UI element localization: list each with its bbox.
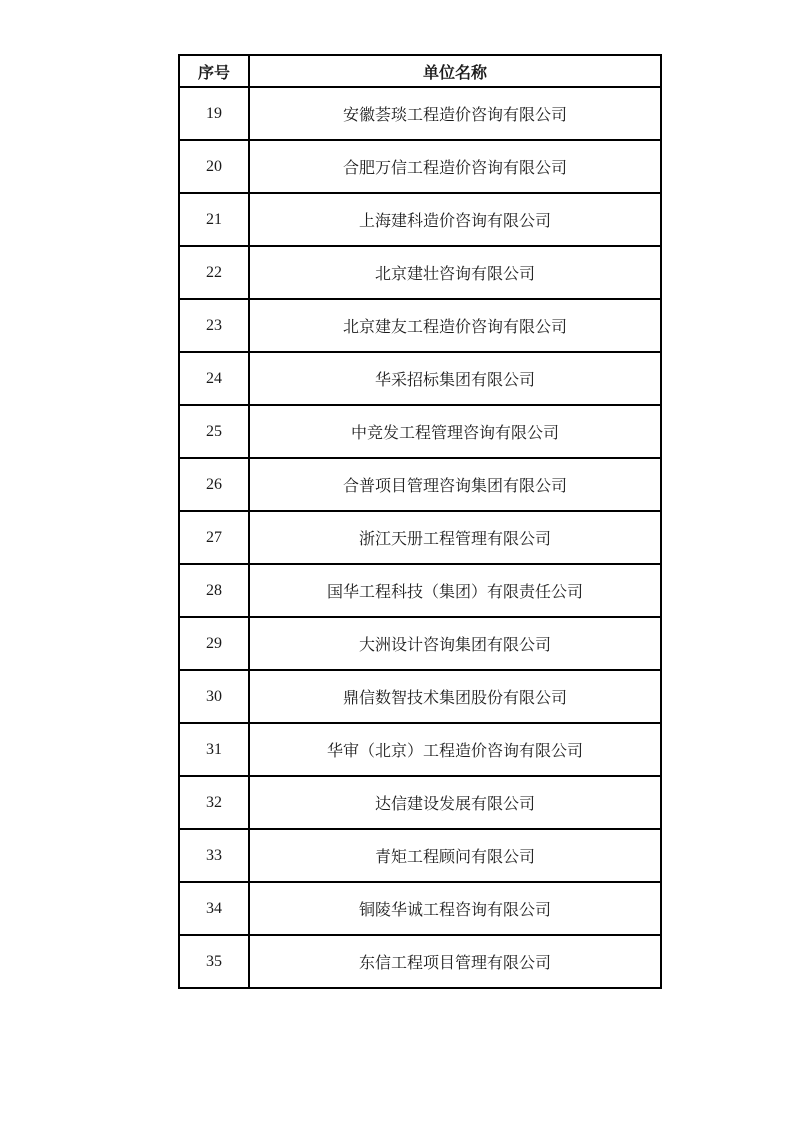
table-row: [179, 405, 661, 458]
table-row: [179, 935, 661, 988]
table-row: [179, 882, 661, 935]
table-row: [179, 193, 661, 246]
company-name-cell: 鼎信数智技术集团股份有限公司: [249, 670, 661, 723]
table-row: [179, 617, 661, 670]
company-name-cell: 国华工程科技（集团）有限责任公司: [249, 564, 661, 617]
company-name-cell: 浙江天册工程管理有限公司: [249, 511, 661, 564]
row-number-cell: 26: [179, 458, 249, 511]
row-number-cell: 32: [179, 776, 249, 829]
company-name-cell: 安徽荟琰工程造价咨询有限公司: [249, 87, 661, 140]
company-name-cell: 中竞发工程管理咨询有限公司: [249, 405, 661, 458]
company-name-cell: 东信工程项目管理有限公司: [249, 935, 661, 988]
table-row: [179, 829, 661, 882]
row-number-cell: 22: [179, 246, 249, 299]
table-row: [179, 246, 661, 299]
header-unit-name: 单位名称: [249, 55, 661, 87]
row-number-cell: 19: [179, 87, 249, 140]
row-number-cell: 35: [179, 935, 249, 988]
header-serial-number: 序号: [179, 55, 249, 87]
row-number-cell: 24: [179, 352, 249, 405]
company-name-cell: 大洲设计咨询集团有限公司: [249, 617, 661, 670]
row-number-cell: 31: [179, 723, 249, 776]
row-number-cell: 27: [179, 511, 249, 564]
table-row: [179, 299, 661, 352]
row-number-cell: 23: [179, 299, 249, 352]
table-row: [179, 352, 661, 405]
row-number-cell: 30: [179, 670, 249, 723]
table-row: [179, 564, 661, 617]
table-row: [179, 140, 661, 193]
company-name-cell: 华审（北京）工程造价咨询有限公司: [249, 723, 661, 776]
row-number-cell: 20: [179, 140, 249, 193]
company-table: [178, 54, 662, 989]
row-number-cell: 28: [179, 564, 249, 617]
table-row: [179, 723, 661, 776]
table-row: [179, 776, 661, 829]
table-row: [179, 511, 661, 564]
table-row: [179, 87, 661, 140]
table-header-row: [179, 55, 661, 87]
row-number-cell: 33: [179, 829, 249, 882]
table-row: [179, 458, 661, 511]
row-number-cell: 29: [179, 617, 249, 670]
row-number-cell: 34: [179, 882, 249, 935]
row-number-cell: 25: [179, 405, 249, 458]
company-name-cell: 铜陵华诚工程咨询有限公司: [249, 882, 661, 935]
row-number-cell: 21: [179, 193, 249, 246]
company-name-cell: 达信建设发展有限公司: [249, 776, 661, 829]
company-name-cell: 北京建友工程造价咨询有限公司: [249, 299, 661, 352]
company-name-cell: 上海建科造价咨询有限公司: [249, 193, 661, 246]
table-row: [179, 670, 661, 723]
company-name-cell: 青矩工程顾问有限公司: [249, 829, 661, 882]
company-name-cell: 华采招标集团有限公司: [249, 352, 661, 405]
company-name-cell: 合肥万信工程造价咨询有限公司: [249, 140, 661, 193]
table-body: [179, 87, 661, 988]
company-name-cell: 北京建壮咨询有限公司: [249, 246, 661, 299]
company-name-cell: 合普项目管理咨询集团有限公司: [249, 458, 661, 511]
